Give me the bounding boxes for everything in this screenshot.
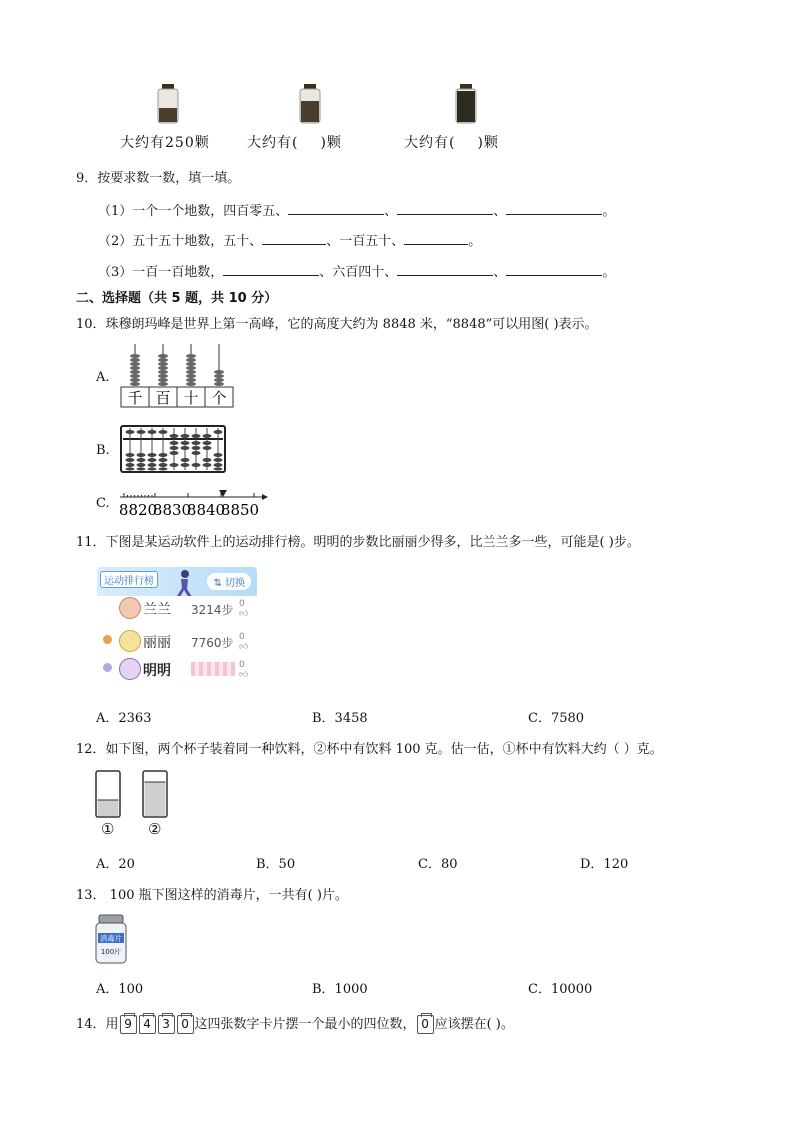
counting-rod-abacus — [120, 344, 238, 408]
suanpan-abacus — [120, 425, 226, 473]
pointer-marker — [219, 490, 227, 497]
number-line — [118, 488, 268, 518]
blank[interactable] — [506, 263, 602, 276]
q12-option-a[interactable]: A．20 — [96, 857, 135, 872]
jar-2-icon — [297, 84, 323, 124]
ranking-board — [97, 567, 257, 681]
number-card: 9 — [120, 1015, 137, 1034]
q12-text: 12．如下图，两个杯子装着同一种饮料，②杯中有饮料 100 克。估一估，①杯中有饮料大约（ ）克。 — [76, 742, 663, 757]
blank[interactable] — [223, 263, 319, 276]
abacus-label: 个 — [211, 389, 227, 407]
section-title: 二、选择题（共 5 题，共 10 分） — [76, 291, 278, 306]
avatar — [119, 597, 141, 619]
cup-1-label: ① — [101, 820, 115, 838]
q9-sub-1: （1）一个一个地数，四百零五、 、 、 。 — [98, 204, 616, 219]
like-icon: 0 👍︎ — [239, 599, 249, 619]
avatar — [119, 630, 141, 652]
q12-option-d[interactable]: D．120 — [580, 857, 629, 872]
rank-steps: 7760步 — [191, 636, 234, 650]
ranking-row — [97, 629, 257, 653]
jar-1-label: 大约有250颗 — [120, 135, 210, 151]
tick-label: 8850 — [220, 501, 260, 518]
q12-option-c[interactable]: C．80 — [418, 857, 458, 872]
abacus-label: 十 — [183, 389, 199, 407]
jar-2-label: 大约有( )颗 — [247, 135, 342, 151]
rank-name: 丽丽 — [143, 635, 171, 651]
bottle-label-top: 消毒片 — [99, 934, 123, 943]
q9-sub-3: （3）一百一百地数， 、六百四十、 、 。 — [98, 265, 616, 280]
number-card: 3 — [158, 1015, 175, 1034]
bottle-label-bottom: 100片 — [100, 948, 122, 956]
cup-1-icon — [93, 770, 123, 818]
ranking-board-title: 运动排行榜 — [100, 571, 158, 588]
switch-button[interactable]: ⇅ 切换 — [207, 573, 251, 590]
q14-text: 14．用 9 4 3 0 这四张数字卡片摆一个最小的四位数， 0 应该摆在( )。 — [76, 1017, 514, 1032]
blank[interactable] — [262, 232, 326, 245]
rank-steps: 3214步 — [191, 603, 234, 617]
jar-3-icon — [453, 84, 479, 124]
number-card: 0 — [417, 1015, 434, 1034]
abacus-label: 千 — [127, 389, 143, 407]
tick-label: 8830 — [152, 501, 192, 518]
q11-option-c[interactable]: C．7580 — [528, 711, 585, 726]
q13-option-a[interactable]: A．100 — [96, 982, 144, 997]
q13-option-b[interactable]: B．1000 — [312, 982, 368, 997]
cup-2-icon — [140, 770, 170, 818]
q10-option-c-label[interactable]: C. — [96, 496, 110, 511]
q10-option-a-label[interactable]: A. — [96, 370, 110, 385]
q13-option-c[interactable]: C．10000 — [528, 982, 593, 997]
ranking-row — [97, 657, 257, 681]
medal-icon — [103, 663, 112, 672]
q12-option-b[interactable]: B．50 — [256, 857, 296, 872]
blank[interactable] — [404, 232, 468, 245]
q11-option-b[interactable]: B．3458 — [312, 711, 368, 726]
ranking-row — [97, 596, 257, 620]
q9-title: 9．按要求数一数，填一填。 — [76, 171, 241, 186]
like-icon: 0 👍︎ — [239, 632, 249, 652]
tick-label: 8840 — [186, 501, 226, 518]
blank[interactable] — [397, 263, 493, 276]
q13-text: 13． 100 瓶下图这样的消毒片，一共有( )片。 — [76, 888, 348, 903]
jar-3-label: 大约有( )颗 — [404, 135, 499, 151]
jar-1-icon — [155, 84, 181, 124]
medal-icon — [103, 635, 112, 644]
hidden-steps — [191, 662, 235, 676]
tick-label: 8820 — [118, 501, 158, 518]
rank-name: 明明 — [143, 663, 171, 679]
q11-text: 11．下图是某运动软件上的运动排行榜。明明的步数比丽丽少得多，比兰兰多一些，可能是( )步。 — [76, 535, 640, 550]
like-icon: 0 👍︎ — [239, 660, 249, 680]
avatar — [119, 658, 141, 680]
q9-sub-2: （2）五十五十地数，五十、 、一百五十、 。 — [98, 234, 482, 249]
disinfectant-bottle-icon — [94, 914, 128, 964]
abacus-label: 百 — [155, 389, 171, 407]
q11-option-a[interactable]: A．2363 — [96, 711, 152, 726]
q10-option-b-label[interactable]: B. — [96, 443, 110, 458]
number-card: 0 — [177, 1015, 194, 1034]
q10-text: 10．珠穆朗玛峰是世界上第一高峰，它的高度大约为 8848 米，“8848”可以用图( )表示。 — [76, 317, 598, 332]
rank-name: 兰兰 — [143, 602, 171, 618]
number-card: 4 — [139, 1015, 156, 1034]
blank[interactable] — [506, 202, 602, 215]
blank[interactable] — [288, 202, 384, 215]
blank[interactable] — [397, 202, 493, 215]
cup-2-label: ② — [148, 820, 162, 838]
